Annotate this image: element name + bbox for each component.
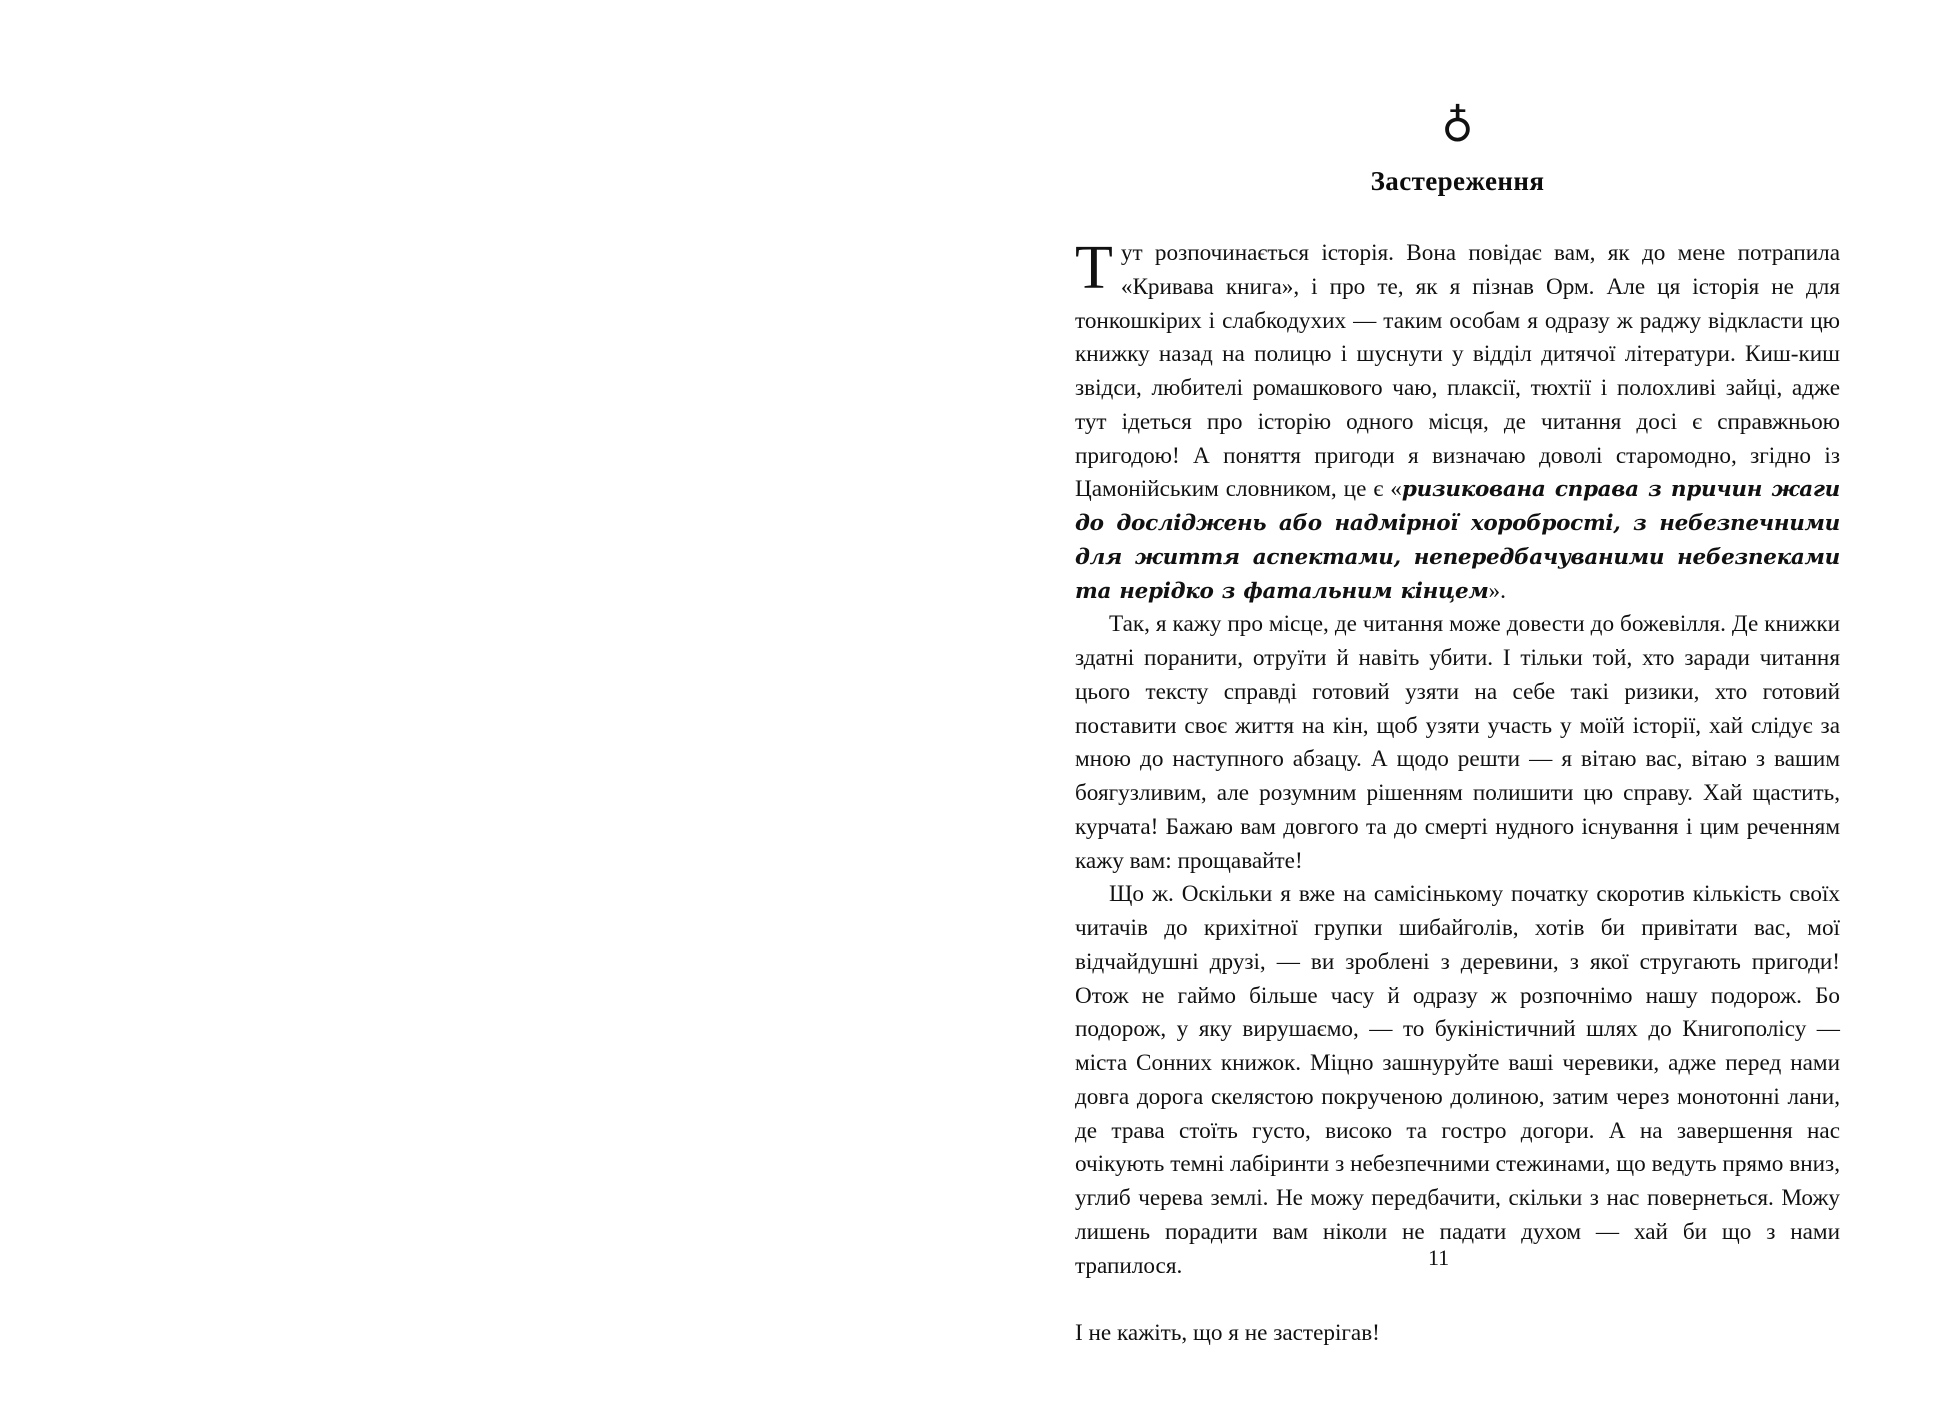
body-paragraph-2: Так, я кажу про місце, де читання може довести до божевілля. Де книжки здатні поранити, отруїти й навіть убити. І тільки той, хто заради читання цього тексту справді готовий узяти на себе такі ризики, хто готовий поставити своє життя на кін, щоб узяти участь у моїй історії, хай слідує за мною до наступного абзацу. А щодо решти — я вітаю вас, вітаю з вашим боягузливим, але розумним рішенням полишити цю справу. Хай щастить, курчата! Бажаю вам довгого та до смерті нудного існування і цим реченням кажу вам: прощавайте! bbox=[1075, 611, 1840, 874]
earth-symbol-ornament-icon: ♁ bbox=[1441, 96, 1474, 147]
body-paragraph-1 bbox=[1075, 234, 1840, 608]
quote-open-mark: « bbox=[1390, 476, 1402, 503]
page-number: 11 bbox=[1428, 1245, 1450, 1270]
quote-close-mark: ». bbox=[1488, 577, 1506, 604]
text-column bbox=[1075, 96, 1840, 1351]
drop-cap: Т bbox=[1075, 234, 1113, 302]
dictionary-definition-quote: ризикована справа з причин жаги до досліджень або надмірної хоробрості, з небезпечними для життя аспектами, непередбачуваними небезпеками та нерідко з фатальним кінцем bbox=[1075, 477, 1840, 604]
body-paragraph-3: Що ж. Оскільки я вже на самісінькому початку скоротив кількість своїх читачів до крихітної групки шибайголів, хотів би привітати вас, мої відчайдушні друзі, — ви зроблені з деревини, з якої стругають пригоди! Отож не гаймо більше часу й одразу ж розпочнімо нашу подорож. Бо подорож, у яку вирушаємо, — то букіністичний шлях до Книгополісу — міста Сонних книжок. Міцно зашнуруйте ваші черевики, адже перед нами довга дорога скелястою покрученою долиною, затим через монотонні лани, де трава стоїть густо, високо та гостро догори. А на завершення нас очікують темні лабіринти з небезпечними стежинами, що ведуть прямо вниз, углиб черева землі. Не можу передбачити, скільки з нас повернеться. Можу лишень порадити вам ніколи не падати духом — хай би що з нами трапилося. bbox=[1075, 881, 1840, 1279]
chapter-title: Застереження bbox=[1370, 166, 1545, 196]
body-paragraph-4: І не кажіть, що я не застерігав! bbox=[1075, 1320, 1380, 1347]
paragraph-1-lead-text: ут розпочинається історія. Вона повідає вам, як до мене потрапила «Кривава книга», і про те, як я пізнав Орм. Але ця історія не для тонкошкірих і слабкодухих — таким особам я одразу ж раджу відкласти цю книжку назад на полицю і шуснути у відділ дитячої літератури. Киш-киш звідси, любителі ромашкового чаю, плаксії, тюхтії і полохливі зайці, адже тут ідеться про історію одного місця, де читання досі є справжньою пригодою! А поняття пригоди я визначаю доволі старомодно, згідно із Цамонійським словником, це є bbox=[1075, 240, 1840, 503]
